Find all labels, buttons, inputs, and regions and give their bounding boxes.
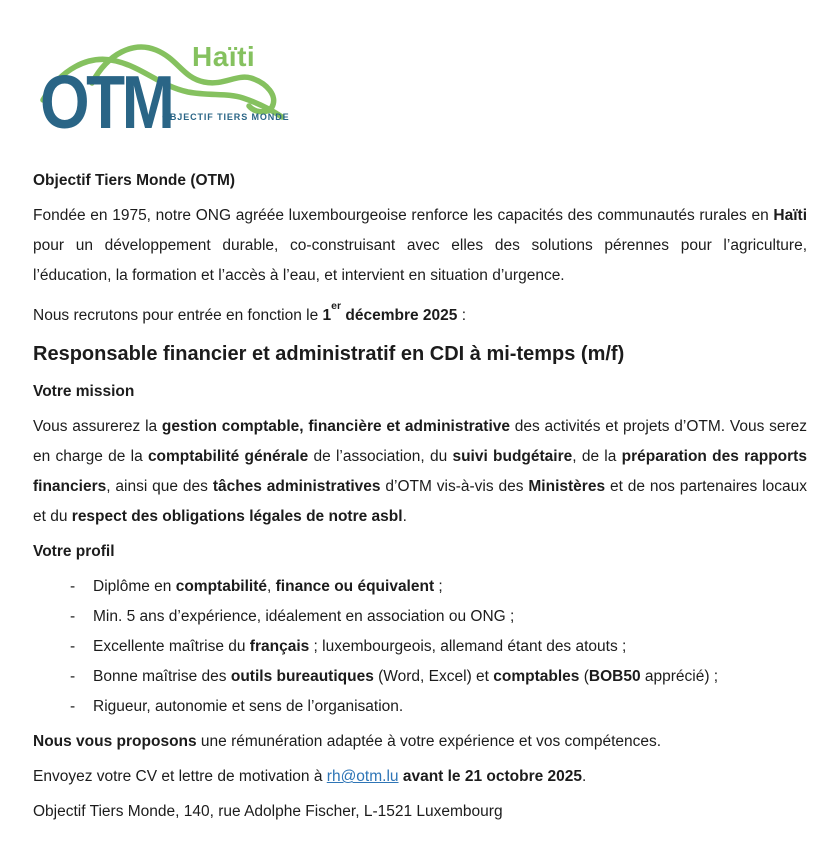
- profile-item-languages: [33, 632, 807, 662]
- profile-item-text: Rigueur, autonomie et sens de l’organisation.: [93, 698, 404, 716]
- bullet-dash: -: [70, 698, 76, 716]
- org-heading: Objectif Tiers Monde (OTM): [33, 172, 236, 189]
- section-heading-profile: Votre profil: [33, 543, 115, 561]
- profile-item-experience: [33, 602, 807, 632]
- bullet-dash: -: [70, 608, 76, 626]
- bullet-dash: -: [70, 638, 76, 656]
- intro-paragraph: Fondée en 1975, notre ONG agréée luxembourgeoise renforce les capacités des communautés rurales en Haïti pour un développement durable, co-construisant avec elles des solutions pérennes pour l’agriculture, l’éducation, la formation et l’accès à l’eau, et intervient en situation d’urgence.: [33, 207, 807, 284]
- profile-item-text: Diplôme en comptabilité, finance ou équivalent ;: [93, 578, 443, 596]
- logo-haiti-text: Haïti: [192, 41, 256, 72]
- bullet-dash: -: [70, 578, 76, 596]
- recruitment-line: Nous recrutons pour entrée en fonction le 1er décembre 2025 :: [33, 300, 467, 325]
- profile-item-text: Bonne maîtrise des outils bureautiques (Word, Excel) et comptables (BOB50 apprécié) ;: [93, 668, 719, 686]
- email-link[interactable]: rh@otm.lu: [326, 768, 399, 786]
- logo-otm-text: OTM: [40, 60, 172, 144]
- profile-item-text: Min. 5 ans d’expérience, idéalement en association ou ONG ;: [93, 608, 515, 626]
- profile-item-tools: [33, 662, 807, 692]
- mission-paragraph: Vous assurerez la gestion comptable, financière et administrative des activités et projets d’OTM. Vous serez en charge de la comptabilité générale de l’association, du suivi budgétaire, de la préparation des rapports financiers, ainsi que des tâches administratives d’OTM vis-à-vis des Ministères et de nos partenaires locaux et du respect des obligations légales de notre asbl.: [33, 418, 808, 526]
- apply-paragraph: Envoyez votre CV et lettre de motivation à rh@otm.lu avant le 21 octobre 2025.: [33, 768, 587, 786]
- bullet-dash: -: [70, 668, 76, 686]
- logo-tagline-text: OBJECTIF TIERS MONDE: [162, 112, 290, 122]
- section-heading-mission: Votre mission: [33, 383, 135, 401]
- profile-item-rigor: [33, 692, 807, 722]
- address-line: Objectif Tiers Monde, 140, rue Adolphe Fischer, L-1521 Luxembourg: [33, 803, 503, 821]
- superscript-text: er: [331, 300, 342, 312]
- job-title: Responsable financier et administratif en CDI à mi-temps (m/f): [33, 343, 625, 366]
- offer-paragraph: Nous vous proposons une rémunération adaptée à votre expérience et vos compétences.: [33, 733, 662, 751]
- profile-item-diploma: [33, 572, 807, 602]
- profile-item-text: Excellente maîtrise du français ; luxembourgeois, allemand étant des atouts ;: [93, 638, 627, 656]
- otm-logo: [40, 38, 292, 144]
- profile-list: [33, 572, 807, 722]
